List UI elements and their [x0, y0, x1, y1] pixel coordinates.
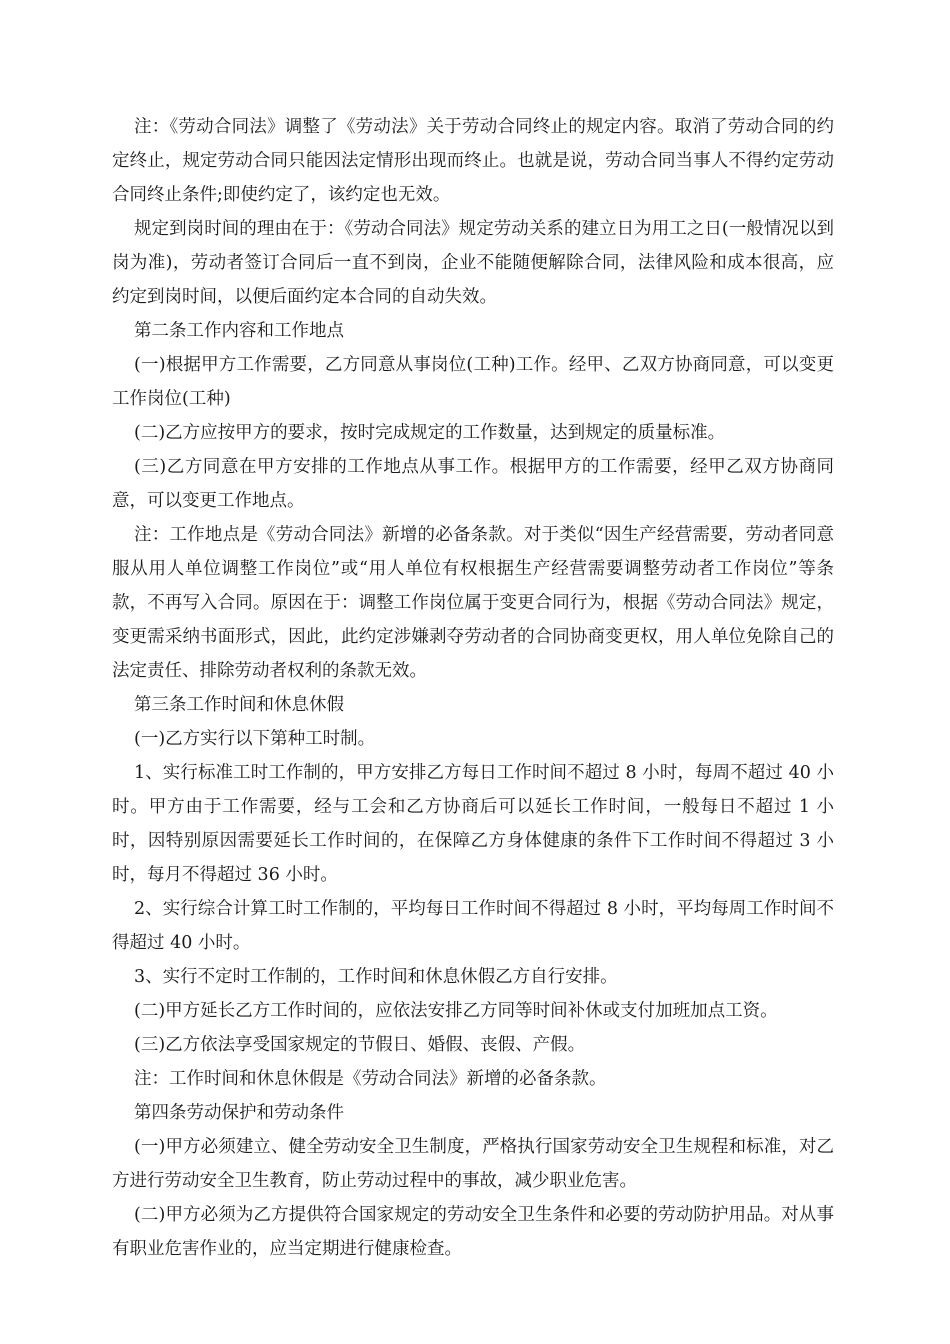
- article-4-clause-2: (二)甲方必须为乙方提供符合国家规定的劳动安全卫生条件和必要的劳动防护用品。对从事有职业危害作业的，应当定期进行健康检查。: [112, 1205, 834, 1259]
- article-3-item-3: 3、实行不定时工作制的，工作时间和休息休假乙方自行安排。: [134, 967, 618, 987]
- article-3-heading: 第三条工作时间和休息休假: [134, 695, 344, 715]
- article-2-heading: 第二条工作内容和工作地点: [134, 321, 344, 341]
- note-work-hours: 注：工作时间和休息休假是《劳动合同法》新增的必备条款。: [134, 1069, 607, 1089]
- article-2-clause-3: (三)乙方同意在甲方安排的工作地点从事工作。根据甲方的工作需要，经甲乙双方协商同意，可以变更工作地点。: [112, 457, 834, 511]
- article-2-clause-2: (二)乙方应按甲方的要求，按时完成规定的工作数量，达到规定的质量标准。: [134, 423, 726, 443]
- document-page: [112, 110, 834, 1266]
- article-3-item-1: 1、实行标准工时工作制的，甲方安排乙方每日工作时间不超过 8 小时，每周不超过 40 小时。甲方由于工作需要，经与工会和乙方协商后可以延长工作时间，一般每日不超过 1 小时，因特别原因需要延长工作时间的，在保障乙方身体健康的条件下工作时间不得超过 3 小时，每月不得超过 36 小时。: [112, 763, 834, 885]
- note-contract-termination: 注：《劳动合同法》调整了《劳动法》关于劳动合同终止的规定内容。取消了劳动合同的约定终止，规定劳动合同只能因法定情形出现而终止。也就是说，劳动合同当事人不得约定劳动合同终止条件;即使约定了，该约定也无效。: [112, 117, 834, 205]
- article-2-clause-1: (一)根据甲方工作需要，乙方同意从事岗位(工种)工作。经甲、乙双方协商同意，可以变更工作岗位(工种): [112, 355, 834, 409]
- article-3-clause-1: (一)乙方实行以下第种工时制。: [134, 729, 376, 749]
- note-onboarding-time: 规定到岗时间的理由在于：《劳动合同法》规定劳动关系的建立日为用工之日(一般情况以到岗为准)，劳动者签订合同后一直不到岗，企业不能随便解除合同，法律风险和成本很高，应约定到岗时间，以便后面约定本合同的自动失效。: [112, 219, 834, 307]
- article-3-clause-3: (三)乙方依法享受国家规定的节假日、婚假、丧假、产假。: [134, 1035, 586, 1055]
- note-work-location: 注：工作地点是《劳动合同法》新增的必备条款。对于类似“因生产经营需要，劳动者同意服从用人单位调整工作岗位”或“用人单位有权根据生产经营需要调整劳动者工作岗位”等条款，不再写入合同。原因在于：调整工作岗位属于变更合同行为，根据《劳动合同法》规定，变更需采纳书面形式，因此，此约定涉嫌剥夺劳动者的合同协商变更权，用人单位免除自己的法定责任、排除劳动者权利的条款无效。: [112, 525, 834, 681]
- article-4-heading: 第四条劳动保护和劳动条件: [134, 1103, 344, 1123]
- article-3-clause-2: (二)甲方延长乙方工作时间的，应依法安排乙方同等时间补休或支付加班加点工资。: [134, 1001, 778, 1021]
- article-3-item-2: 2、实行综合计算工时工作制的，平均每日工作时间不得超过 8 小时，平均每周工作时间不得超过 40 小时。: [112, 899, 834, 953]
- article-4-clause-1: (一)甲方必须建立、健全劳动安全卫生制度，严格执行国家劳动安全卫生规程和标准，对乙方进行劳动安全卫生教育，防止劳动过程中的事故，减少职业危害。: [112, 1137, 834, 1191]
